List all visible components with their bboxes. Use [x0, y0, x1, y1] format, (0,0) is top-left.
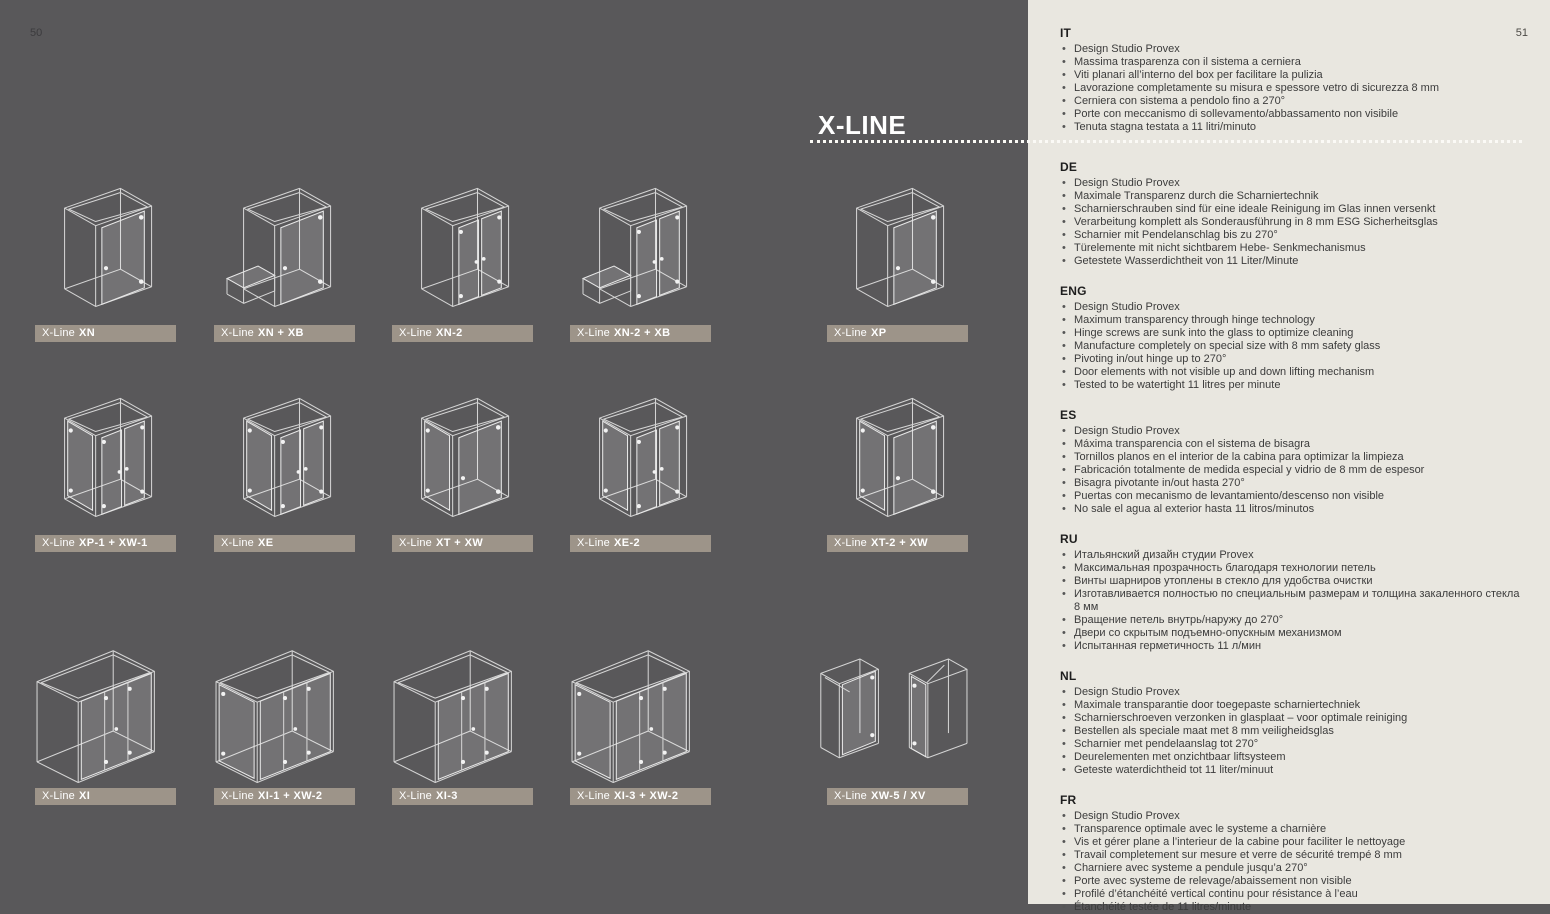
feature-bullet: • Porte con meccanismo di sollevamento/abbassamento non visibile [1060, 108, 1520, 121]
product-label [392, 325, 533, 342]
feature-bullet: • Scharnierschrauben sind für eine ideale Reinigung im Glas innen versenkt [1060, 203, 1520, 216]
product-label [570, 535, 711, 552]
feature-bullet: • Máxima transparencia con el sistema de bisagra [1060, 438, 1520, 451]
feature-bullet: • Bisagra pivotante in/out hasta 270° [1060, 477, 1520, 490]
product-label [827, 325, 968, 342]
feature-bullet: • Изготавливается полностью по специальным размерам и толщина закаленного стекла 8 мм [1060, 588, 1520, 614]
product-cell-xn [35, 177, 176, 342]
lang-code: ENG [1060, 284, 1087, 298]
feature-bullet: • Bestellen als speciale maat met 8 mm veiligheidsglas [1060, 725, 1520, 738]
series-title: X-LINE [818, 110, 907, 140]
feature-bullet: • Design Studio Provex [1060, 686, 1520, 699]
product-series: X-Line [221, 327, 254, 339]
feature-list [1060, 301, 1520, 392]
feature-bullet: • Porte avec systeme de relevage/abaissement non visible [1060, 875, 1520, 888]
lang-section-eng [1060, 284, 1520, 392]
feature-bullet: • Vis et gérer plane a l’interieur de la cabine pour faciliter le nettoyage [1060, 836, 1520, 849]
lang-code: FR [1060, 793, 1077, 807]
product-series: X-Line [577, 327, 610, 339]
product-label [392, 788, 533, 805]
walk-in-panels-illustration [810, 640, 985, 785]
page-number-right: 51 [1515, 27, 1528, 39]
feature-bullet: • Cerniera con sistema a pendolo fino a 270° [1060, 95, 1520, 108]
shower-enclosure-illustration [390, 177, 535, 322]
feature-bullet: • Scharnier mit Pendelanschlag bis zu 270° [1060, 229, 1520, 242]
product-series: X-Line [834, 790, 867, 802]
feature-bullet: • Винты шарниров утоплены в стекло для удобства очистки [1060, 575, 1520, 588]
product-model: XT-2 + XW [871, 537, 929, 549]
lang-section-it [1060, 26, 1520, 134]
feature-bullet: • Испытанная герметичность 11 л/мин [1060, 640, 1520, 653]
feature-bullet: • Lavorazione completamente su misura e spessore vetro di sicurezza 8 mm [1060, 82, 1520, 95]
product-cell-xi [35, 640, 176, 805]
dotted-divider [810, 140, 1522, 143]
feature-bullet: • Scharnier met pendelaanslag tot 270° [1060, 738, 1520, 751]
product-model: XI [79, 790, 91, 802]
feature-list [1060, 686, 1520, 777]
product-label [392, 535, 533, 552]
lang-section-ru [1060, 532, 1520, 653]
product-label [35, 325, 176, 342]
product-series: X-Line [42, 327, 75, 339]
product-model: XW-5 / XV [871, 790, 926, 802]
product-label [214, 788, 355, 805]
lang-section-es [1060, 408, 1520, 516]
spec-panel [1028, 0, 1550, 913]
feature-bullet: • Design Studio Provex [1060, 810, 1520, 823]
product-cell-xt-2-xw [827, 387, 968, 552]
product-cell-xw-5-xv [827, 640, 968, 805]
product-series: X-Line [834, 327, 867, 339]
product-model: XP [871, 327, 887, 339]
product-model: XI-1 + XW-2 [258, 790, 323, 802]
shower-enclosure-illustration [18, 640, 193, 785]
lang-section-nl [1060, 669, 1520, 777]
product-model: XT + XW [436, 537, 484, 549]
shower-enclosure-illustration [197, 640, 372, 785]
feature-bullet: • Двери со скрытым подъемно-опускным механизмом [1060, 627, 1520, 640]
product-series: X-Line [42, 790, 75, 802]
feature-bullet: • Design Studio Provex [1060, 43, 1520, 56]
feature-bullet: • Design Studio Provex [1060, 425, 1520, 438]
product-cell-xp-1-xw-1 [35, 387, 176, 552]
shower-enclosure-illustration [33, 177, 178, 322]
product-model: XN-2 + XB [614, 327, 671, 339]
product-cell-xi-3-xw-2 [570, 640, 711, 805]
product-series: X-Line [577, 537, 610, 549]
feature-bullet: • Viti planari all’interno del box per facilitare la pulizia [1060, 69, 1520, 82]
feature-bullet: • Charniere avec systeme a pendule jusqu’a 270° [1060, 862, 1520, 875]
product-cell-xt-xw [392, 387, 533, 552]
feature-bullet: • Tenuta stagna testata a 11 litri/minuto [1060, 121, 1520, 134]
feature-bullet: • Deurelementen met onzichtbaar liftsysteem [1060, 751, 1520, 764]
feature-list [1060, 810, 1520, 914]
product-series: X-Line [399, 327, 432, 339]
feature-bullet: • Travail completement sur mesure et verre de sécurité trempé 8 mm [1060, 849, 1520, 862]
product-cell-xe [214, 387, 355, 552]
product-model: XN-2 [436, 327, 463, 339]
feature-bullet: • Türelemente mit nicht sichtbarem Hebe- Senkmechanismus [1060, 242, 1520, 255]
feature-bullet: • Tornillos planos en el interior de la cabina para optimizar la limpieza [1060, 451, 1520, 464]
lang-code: ES [1060, 408, 1077, 422]
product-label [827, 535, 968, 552]
feature-bullet: • Manufacture completely on special size with 8 mm safety glass [1060, 340, 1520, 353]
feature-bullet: • Geteste waterdichtheid tot 11 liter/minuut [1060, 764, 1520, 777]
product-model: XI-3 + XW-2 [614, 790, 679, 802]
shower-enclosure-illustration [825, 177, 970, 322]
feature-bullet: • Puertas con mecanismo de levantamiento/descenso non visible [1060, 490, 1520, 503]
feature-bullet: • Вращение петель внутрь/наружу до 270° [1060, 614, 1520, 627]
page-number-left: 50 [30, 27, 43, 39]
feature-bullet: • Максимальная прозрачность благодаря технологии петель [1060, 562, 1520, 575]
product-label [214, 325, 355, 342]
feature-bullet: • Transparence optimale avec le systeme a charnière [1060, 823, 1520, 836]
product-series: X-Line [221, 537, 254, 549]
feature-bullet: • Massima trasparenza con il sistema a cerniera [1060, 56, 1520, 69]
product-label [35, 788, 176, 805]
product-label [570, 325, 711, 342]
lang-code: NL [1060, 669, 1077, 683]
feature-bullet: • Scharnierschroeven verzonken in glasplaat – voor optimale reiniging [1060, 712, 1520, 725]
feature-list [1060, 549, 1520, 653]
product-label [570, 788, 711, 805]
product-series: X-Line [399, 790, 432, 802]
product-cell-xi-3 [392, 640, 533, 805]
product-cell-xe-2 [570, 387, 711, 552]
lang-code: IT [1060, 26, 1072, 40]
product-model: XN [79, 327, 96, 339]
product-model: XE-2 [614, 537, 641, 549]
shower-enclosure-illustration [390, 387, 535, 532]
product-cell-xn-2 [392, 177, 533, 342]
product-model: XP-1 + XW-1 [79, 537, 148, 549]
product-label [827, 788, 968, 805]
product-cell-xi-1-xw-2 [214, 640, 355, 805]
product-series: X-Line [42, 537, 75, 549]
feature-bullet: • Getestete Wasserdichtheit von 11 Liter/Minute [1060, 255, 1520, 268]
feature-bullet: • Design Studio Provex [1060, 177, 1520, 190]
feature-bullet: • Pivoting in/out hinge up to 270° [1060, 353, 1520, 366]
feature-bullet: • Maximale Transparenz durch die Scharniertechnik [1060, 190, 1520, 203]
feature-bullet: • Verarbeitung komplett als Sonderausführung in 8 mm ESG Sicherheitsglas [1060, 216, 1520, 229]
feature-bullet: • Fabricación totalmente de medida especial y vidrio de 8 mm de espesor [1060, 464, 1520, 477]
feature-list [1060, 177, 1520, 268]
shower-enclosure-illustration [33, 387, 178, 532]
feature-bullet: • Hinge screws are sunk into the glass to optimize cleaning [1060, 327, 1520, 340]
lang-section-fr [1060, 793, 1520, 914]
product-series: X-Line [577, 790, 610, 802]
shower-enclosure-illustration [825, 387, 970, 532]
product-model: XN + XB [258, 327, 304, 339]
shower-enclosure-illustration [212, 177, 357, 322]
shower-enclosure-illustration [568, 387, 713, 532]
feature-bullet: • Maximale transparantie door toegepaste scharniertechniek [1060, 699, 1520, 712]
product-label [214, 535, 355, 552]
feature-bullet: • Profilé d’étanchéité vertical continu pour résistance à l’eau [1060, 888, 1520, 901]
product-series: X-Line [834, 537, 867, 549]
product-model: XE [258, 537, 274, 549]
feature-list [1060, 43, 1520, 134]
product-label [35, 535, 176, 552]
feature-bullet: • Door elements with not visible up and down lifting mechanism [1060, 366, 1520, 379]
lang-section-de [1060, 160, 1520, 268]
shower-enclosure-illustration [568, 177, 713, 322]
product-cell-xp [827, 177, 968, 342]
product-series: X-Line [221, 790, 254, 802]
shower-enclosure-illustration [212, 387, 357, 532]
lang-code: RU [1060, 532, 1078, 546]
lang-code: DE [1060, 160, 1078, 174]
shower-enclosure-illustration [553, 640, 728, 785]
product-cell-xn-2-xb [570, 177, 711, 342]
product-series: X-Line [399, 537, 432, 549]
feature-bullet: • Итальянский дизайн студии Provex [1060, 549, 1520, 562]
shower-enclosure-illustration [375, 640, 550, 785]
product-cell-xn-xb [214, 177, 355, 342]
feature-list [1060, 425, 1520, 516]
feature-bullet: • Étanchéité testée de 11 litres/minute [1060, 901, 1520, 914]
feature-bullet: • Design Studio Provex [1060, 301, 1520, 314]
feature-bullet: • Tested to be watertight 11 litres per minute [1060, 379, 1520, 392]
product-model: XI-3 [436, 790, 458, 802]
feature-bullet: • Maximum transparency through hinge technology [1060, 314, 1520, 327]
feature-bullet: • No sale el agua al exterior hasta 11 litros/minutos [1060, 503, 1520, 516]
